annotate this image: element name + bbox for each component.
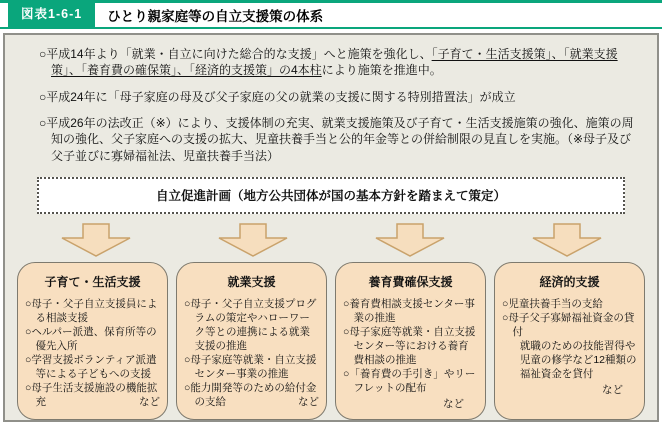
bullet-heisei24: ○平成24年に「母子家庭の母及び父子家庭の父の就業の支援に関する特別措置法」が成立 [39,89,516,104]
support-item [184,297,319,353]
support-item [25,381,160,409]
etc-label: など [443,398,464,411]
support-subitem: 就職のための技能習得や児童の修学など12種類の福祉資金を貸付 [519,340,637,381]
support-item-text: ○母子・父子自立支援プログラムの策定やハローワーク等との連携による就業支援の推進 [184,297,317,353]
etc-label: など [139,396,160,409]
support-box-childsupport-payment [335,262,486,420]
bullet-text: ○平成14年より「就業・自立に向けた総合的な支援」へと施策を強化し、 [39,47,432,61]
etc-label: など [602,384,623,397]
support-item-text: ○能力開発等のための給付金の支給 [184,382,317,409]
diagram-panel [3,33,659,422]
support-box-economic [494,262,645,420]
support-item [343,367,478,395]
support-item-text: ○母子父子寡婦福祉資金の貸付 [502,311,635,338]
support-box-title: 就業支援 [227,274,276,289]
support-columns [5,260,657,420]
support-item-text: ○「養育費の手引き」やリーフレットの配布 [343,368,476,395]
bullet-heisei26: ○平成26年の法改正（※）により、支援体制の充実、就業支援施策及び子育て・生活支援施策の強化、施策の周知の強化、父子家庭への支援の拡大、児童扶養手当と公的年金等との併給制限の見直しを実施。（※母子及び父子並びに寡婦福祉法、児童扶養手当法） [39,115,634,163]
support-item-text: ○母子生活支援施設の機能拡充 [25,382,158,409]
support-item [343,325,478,367]
figure-number-badge: 図表1-6-1 [8,3,95,27]
support-item [502,311,637,339]
down-arrow-icon [532,223,602,257]
support-box-employment [176,262,327,420]
promotion-plan-box: 自立促進計画（地方公共団体が国の基本方針を踏まえて策定） [37,177,625,214]
bullet-underlined-text: 「子育て・生活支援策」、「就業支援策」、「養育費の確保策」、「経済的支援策」の4本柱 [51,47,618,78]
support-item-text: ○養育費相談支援センター事業の推進 [343,297,475,324]
support-item-text: ○児童扶養手当の支給 [502,297,603,310]
support-item [25,325,160,353]
figure-title: ひとり親家庭等の自立支援策の体系 [107,9,324,24]
support-box-title: 経済的支援 [539,274,600,289]
etc-label: など [298,396,319,409]
support-item [184,353,319,381]
support-item-text: ○母子家庭等就業・自立支援センター等における養育費相談の推進 [343,326,476,367]
support-box-title: 養育費確保支援 [368,274,453,289]
bullet-heisei14 [39,46,637,79]
down-arrow-icon [218,223,288,257]
support-box-childcare-life [17,262,168,420]
support-item [343,297,478,325]
support-item [25,297,160,325]
down-arrow-icon [61,223,131,257]
arrows-row [5,214,657,260]
support-item-text: ○母子・父子自立支援員による相談支援 [25,297,158,324]
support-item [25,353,160,381]
support-item [184,381,319,409]
summary-bullets [39,46,637,164]
support-box-title: 子育て・生活支援 [44,274,141,289]
support-item-text: ○母子家庭等就業・自立支援センター事業の推進 [184,354,317,381]
figure-header [0,0,662,29]
bullet-text: により施策を推進中。 [321,63,442,78]
support-item-text: ○学習支援ボランティア派遣等による子どもへの支援 [25,354,157,381]
support-item-text: ○ヘルパー派遣、保育所等の優先入所 [25,326,157,353]
support-item [502,297,637,311]
down-arrow-icon [375,223,445,257]
